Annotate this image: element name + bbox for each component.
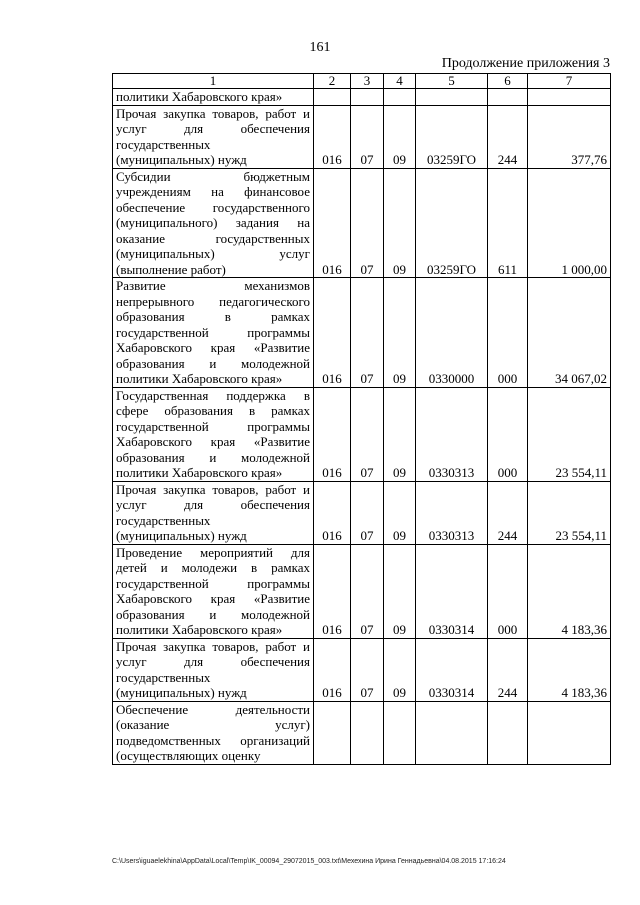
row-description: Государственная поддержка в сфере образования в рамках государственной программы Хабаровского края «Развитие образования и молодежной политики Хабаровского края» — [113, 387, 314, 481]
section-code: 07 — [351, 105, 384, 168]
expense-type-code: 000 — [488, 544, 528, 638]
amount: 34 067,02 — [528, 278, 611, 388]
subsection-code: 09 — [384, 105, 416, 168]
column-header: 6 — [488, 74, 528, 89]
row-description: Развитие механизмов непрерывного педагогического образования в рамках государственной программы Хабаровского края «Развитие образования и молодежной политики Хабаровского края» — [113, 278, 314, 388]
expense-type-code — [488, 701, 528, 764]
row-description: Субсидии бюджетным учреждениям на финансовое обеспечение государственного (муниципального) задания на оказание государственных (муниципальных) услуг (выполнение работ) — [113, 168, 314, 278]
amount: 23 554,11 — [528, 387, 611, 481]
section-code: 07 — [351, 168, 384, 278]
amount — [528, 89, 611, 106]
chapter-code: 016 — [314, 168, 351, 278]
row-description: Прочая закупка товаров, работ и услуг для обеспечения государственных (муниципальных) нужд — [113, 638, 314, 701]
chapter-code: 016 — [314, 638, 351, 701]
column-header: 1 — [113, 74, 314, 89]
expense-type-code: 244 — [488, 638, 528, 701]
continuation-label: Продолжение приложения 3 — [441, 56, 610, 71]
table-row — [113, 387, 611, 481]
footer-file-path: C:\Users\iguaelekhina\AppData\Local\Temp\IK_00094_29072015_003.txt\Мехехина Ирина Геннадьевна\04.08.2015 17:16:24 — [112, 858, 506, 865]
subsection-code: 09 — [384, 481, 416, 544]
amount: 23 554,11 — [528, 481, 611, 544]
section-code: 07 — [351, 638, 384, 701]
expense-type-code: 611 — [488, 168, 528, 278]
subsection-code: 09 — [384, 168, 416, 278]
table-header-row — [113, 74, 611, 89]
target-article-code: 0330314 — [416, 638, 488, 701]
table-row — [113, 168, 611, 278]
target-article-code: 0330313 — [416, 481, 488, 544]
expense-type-code — [488, 89, 528, 106]
column-header: 7 — [528, 74, 611, 89]
expense-type-code: 000 — [488, 278, 528, 388]
column-header: 5 — [416, 74, 488, 89]
expense-type-code: 244 — [488, 481, 528, 544]
table-row — [113, 278, 611, 388]
row-description: Проведение мероприятий для детей и молодежи в рамках государственной программы Хабаровского края «Развитие образования и молодежной политики Хабаровского края» — [113, 544, 314, 638]
amount: 1 000,00 — [528, 168, 611, 278]
table-row — [113, 481, 611, 544]
expense-type-code: 244 — [488, 105, 528, 168]
subsection-code — [384, 89, 416, 106]
table-row — [113, 89, 611, 106]
subsection-code: 09 — [384, 278, 416, 388]
table-row — [113, 638, 611, 701]
row-description: политики Хабаровского края» — [113, 89, 314, 106]
subsection-code — [384, 701, 416, 764]
subsection-code: 09 — [384, 544, 416, 638]
page-number: 161 — [309, 40, 331, 55]
section-code: 07 — [351, 278, 384, 388]
row-description: Прочая закупка товаров, работ и услуг для обеспечения государственных (муниципальных) нужд — [113, 481, 314, 544]
amount: 4 183,36 — [528, 544, 611, 638]
section-code: 07 — [351, 481, 384, 544]
target-article-code: 03259ГО — [416, 168, 488, 278]
budget-table — [112, 73, 611, 765]
chapter-code: 016 — [314, 387, 351, 481]
chapter-code: 016 — [314, 105, 351, 168]
chapter-code — [314, 701, 351, 764]
amount — [528, 701, 611, 764]
column-header: 4 — [384, 74, 416, 89]
column-header: 3 — [351, 74, 384, 89]
target-article-code — [416, 701, 488, 764]
section-code: 07 — [351, 387, 384, 481]
target-article-code: 0330314 — [416, 544, 488, 638]
amount: 377,76 — [528, 105, 611, 168]
expense-type-code: 000 — [488, 387, 528, 481]
target-article-code: 0330313 — [416, 387, 488, 481]
row-description: Обеспечение деятельности (оказание услуг) подведомственных организаций (осуществляющих оценку — [113, 701, 314, 764]
target-article-code: 03259ГО — [416, 105, 488, 168]
table-row — [113, 701, 611, 764]
table-row — [113, 105, 611, 168]
subsection-code: 09 — [384, 638, 416, 701]
section-code — [351, 701, 384, 764]
target-article-code: 0330000 — [416, 278, 488, 388]
chapter-code: 016 — [314, 544, 351, 638]
column-header: 2 — [314, 74, 351, 89]
chapter-code: 016 — [314, 481, 351, 544]
section-code — [351, 89, 384, 106]
section-code: 07 — [351, 544, 384, 638]
table-row — [113, 544, 611, 638]
chapter-code: 016 — [314, 278, 351, 388]
subsection-code: 09 — [384, 387, 416, 481]
target-article-code — [416, 89, 488, 106]
row-description: Прочая закупка товаров, работ и услуг для обеспечения государственных (муниципальных) нужд — [113, 105, 314, 168]
chapter-code — [314, 89, 351, 106]
amount: 4 183,36 — [528, 638, 611, 701]
